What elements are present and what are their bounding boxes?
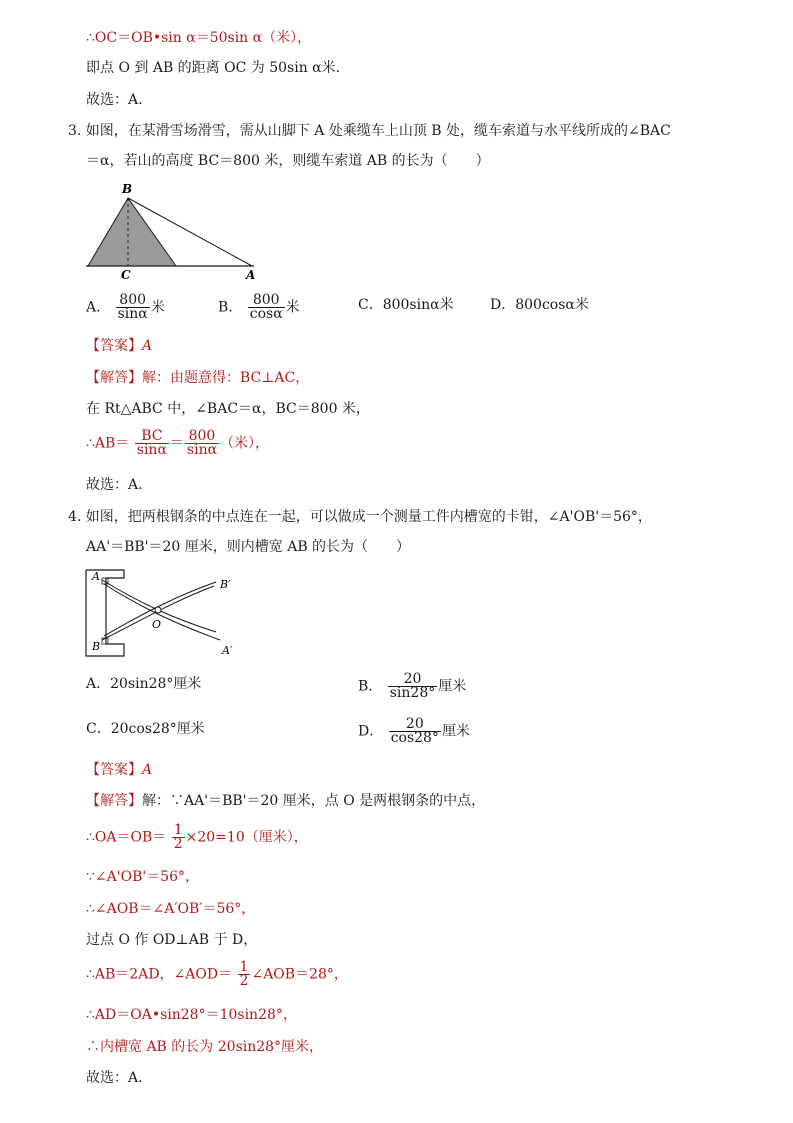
q3-solution-line-1 xyxy=(86,368,309,388)
label-c: C xyxy=(121,268,131,282)
q4-sol6-den: 2 xyxy=(239,973,249,989)
q4-solution-text-1: 解：∵AA'＝BB'＝20 厘米，点 O 是两根钢条的中点， xyxy=(142,793,486,809)
q4-stem-line-1: 4. 如图，把两根钢条的中点连在一起，可以做成一个测量工件内槽宽的卡钳，∠A'OB'＝56°， xyxy=(68,509,652,525)
q4-sol2-fraction xyxy=(172,824,185,851)
q4-option-d-num: 20 xyxy=(389,718,441,732)
q3-answer-value: A xyxy=(142,338,153,354)
prev-solution-line-3: 故选：A. xyxy=(86,92,143,108)
q4-option-c: C．20cos28°厘米 xyxy=(86,721,205,737)
label-b: B xyxy=(92,640,101,653)
q4-solution-line-7: ∴AD＝OA•sin28°＝10sin28°， xyxy=(86,1007,297,1023)
q4-solution-line-4: ∴∠AOB＝∠A′OB′＝56°， xyxy=(86,901,256,917)
q4-option-d xyxy=(358,718,470,745)
q4-solution-line-1 xyxy=(86,791,485,811)
q4-answer-tag: 【答案】 xyxy=(86,762,142,778)
q3-option-d: D．800cosα米 xyxy=(490,297,589,313)
q4-option-d-den: cos28° xyxy=(390,730,439,746)
q3-sol3-num-1: BC xyxy=(135,430,169,444)
q3-option-a-num: 800 xyxy=(116,294,150,308)
q4-solution-line-2 xyxy=(86,824,308,851)
q4-sol2-num: 1 xyxy=(173,822,183,838)
q3-sol3-post: （米）， xyxy=(220,435,270,452)
label-a-prime: A′ xyxy=(222,644,233,657)
q4-option-b-den: sin28° xyxy=(389,685,436,701)
q3-option-a-den: sinα xyxy=(117,306,148,322)
q4-solution-line-5: 过点 O 作 OD⊥AB 于 D， xyxy=(86,932,258,948)
q4-sol2-post: ×20=10（厘米）， xyxy=(185,829,308,846)
label-o: O xyxy=(152,618,162,631)
q3-sol3-pre: ∴AB＝ xyxy=(86,435,130,452)
q3-sol3-fraction-1 xyxy=(135,430,169,457)
q3-option-a-unit: 米 xyxy=(150,299,165,316)
q4-option-a: A．20sin28°厘米 xyxy=(86,676,202,692)
prev-solution-line-2: 即点 O 到 AB 的距离 OC 为 50sin α米. xyxy=(86,60,341,76)
q3-solution-line-4: 故选：A. xyxy=(86,477,143,493)
q3-option-a-label: A． xyxy=(86,299,111,316)
q4-sol6-post: ∠AOB＝28°， xyxy=(251,966,348,983)
q3-stem-line-1: 3. 如图，在某滑雪场滑雪，需从山脚下 A 处乘缆车上山顶 B 处，缆车索道与水平线所成的∠BAC xyxy=(68,123,671,139)
q4-solution-line-6 xyxy=(86,961,348,988)
label-b: B xyxy=(122,182,133,196)
q3-option-a-fraction xyxy=(116,294,150,321)
q4-sol2-pre: ∴OA＝OB＝ xyxy=(86,829,167,846)
label-b-prime: B′ xyxy=(220,578,231,591)
q4-sol2-den: 2 xyxy=(173,836,183,852)
label-a: A xyxy=(92,570,100,583)
q3-answer xyxy=(86,336,152,356)
q4-solution-line-3: ∵∠A'OB'＝56°， xyxy=(86,869,200,885)
q3-solution-line-3 xyxy=(86,430,269,457)
q4-option-d-label: D． xyxy=(358,723,384,740)
pivot-o xyxy=(155,607,161,613)
q3-mountain-figure xyxy=(80,178,270,282)
q3-option-c: C．800sinα米 xyxy=(358,297,454,313)
q4-option-b-num: 20 xyxy=(388,673,438,687)
q3-solution-text-1: 解：由题意得：BC⊥AC， xyxy=(142,370,310,386)
q3-sol3-eq: ＝ xyxy=(169,435,184,452)
q4-sol6-fraction xyxy=(238,961,251,988)
q3-option-b xyxy=(218,294,300,321)
q3-option-b-num: 800 xyxy=(248,294,285,308)
q3-sol3-den-2: sinα xyxy=(186,442,218,458)
q3-option-b-unit: 米 xyxy=(285,299,300,316)
q4-option-b-unit: 厘米 xyxy=(438,678,467,695)
mountain-shape xyxy=(88,198,176,266)
label-a: A xyxy=(246,268,256,282)
q4-sol6-num: 1 xyxy=(239,959,249,975)
q3-stem-line-2: ＝α，若山的高度 BC＝800 米，则缆车索道 AB 的长为（ ） xyxy=(86,153,490,169)
q3-sol3-fraction-2 xyxy=(185,430,219,457)
q3-option-a xyxy=(86,294,165,321)
q3-solution-tag: 【解答】 xyxy=(86,370,142,386)
q4-option-d-unit: 厘米 xyxy=(441,723,470,740)
q3-solution-line-2: 在 Rt△ABC 中，∠BAC＝α，BC＝800 米， xyxy=(86,401,370,417)
q4-option-b-label: B． xyxy=(358,678,383,695)
q4-sol6-pre: ∴AB＝2AD，∠AOD＝ xyxy=(86,966,233,983)
q3-answer-tag: 【答案】 xyxy=(86,338,142,354)
q4-stem-line-2: AA'＝BB'＝20 厘米，则内槽宽 AB 的长为（ ） xyxy=(86,539,411,555)
q3-option-b-label: B． xyxy=(218,299,243,316)
q4-option-b-fraction xyxy=(388,673,438,700)
q4-answer-value: A xyxy=(142,762,153,778)
q3-sol3-den-1: sinα xyxy=(136,442,167,458)
q4-option-d-fraction xyxy=(389,718,441,745)
q4-caliper-figure xyxy=(82,566,242,660)
q3-option-b-den: cosα xyxy=(249,306,283,322)
prev-solution-line-1: ∴OC＝OB•sin α＝50sin α（米）， xyxy=(86,30,312,46)
q4-solution-tag: 【解答】 xyxy=(86,793,142,809)
q4-solution-line-9: 故选：A. xyxy=(86,1070,143,1086)
q4-option-b xyxy=(358,673,466,700)
q3-sol3-num-2: 800 xyxy=(185,430,219,444)
q3-option-b-fraction xyxy=(248,294,285,321)
q4-answer xyxy=(86,760,152,780)
q4-solution-line-8: ∴内槽宽 AB 的长为 20sin28°厘米， xyxy=(86,1039,324,1055)
